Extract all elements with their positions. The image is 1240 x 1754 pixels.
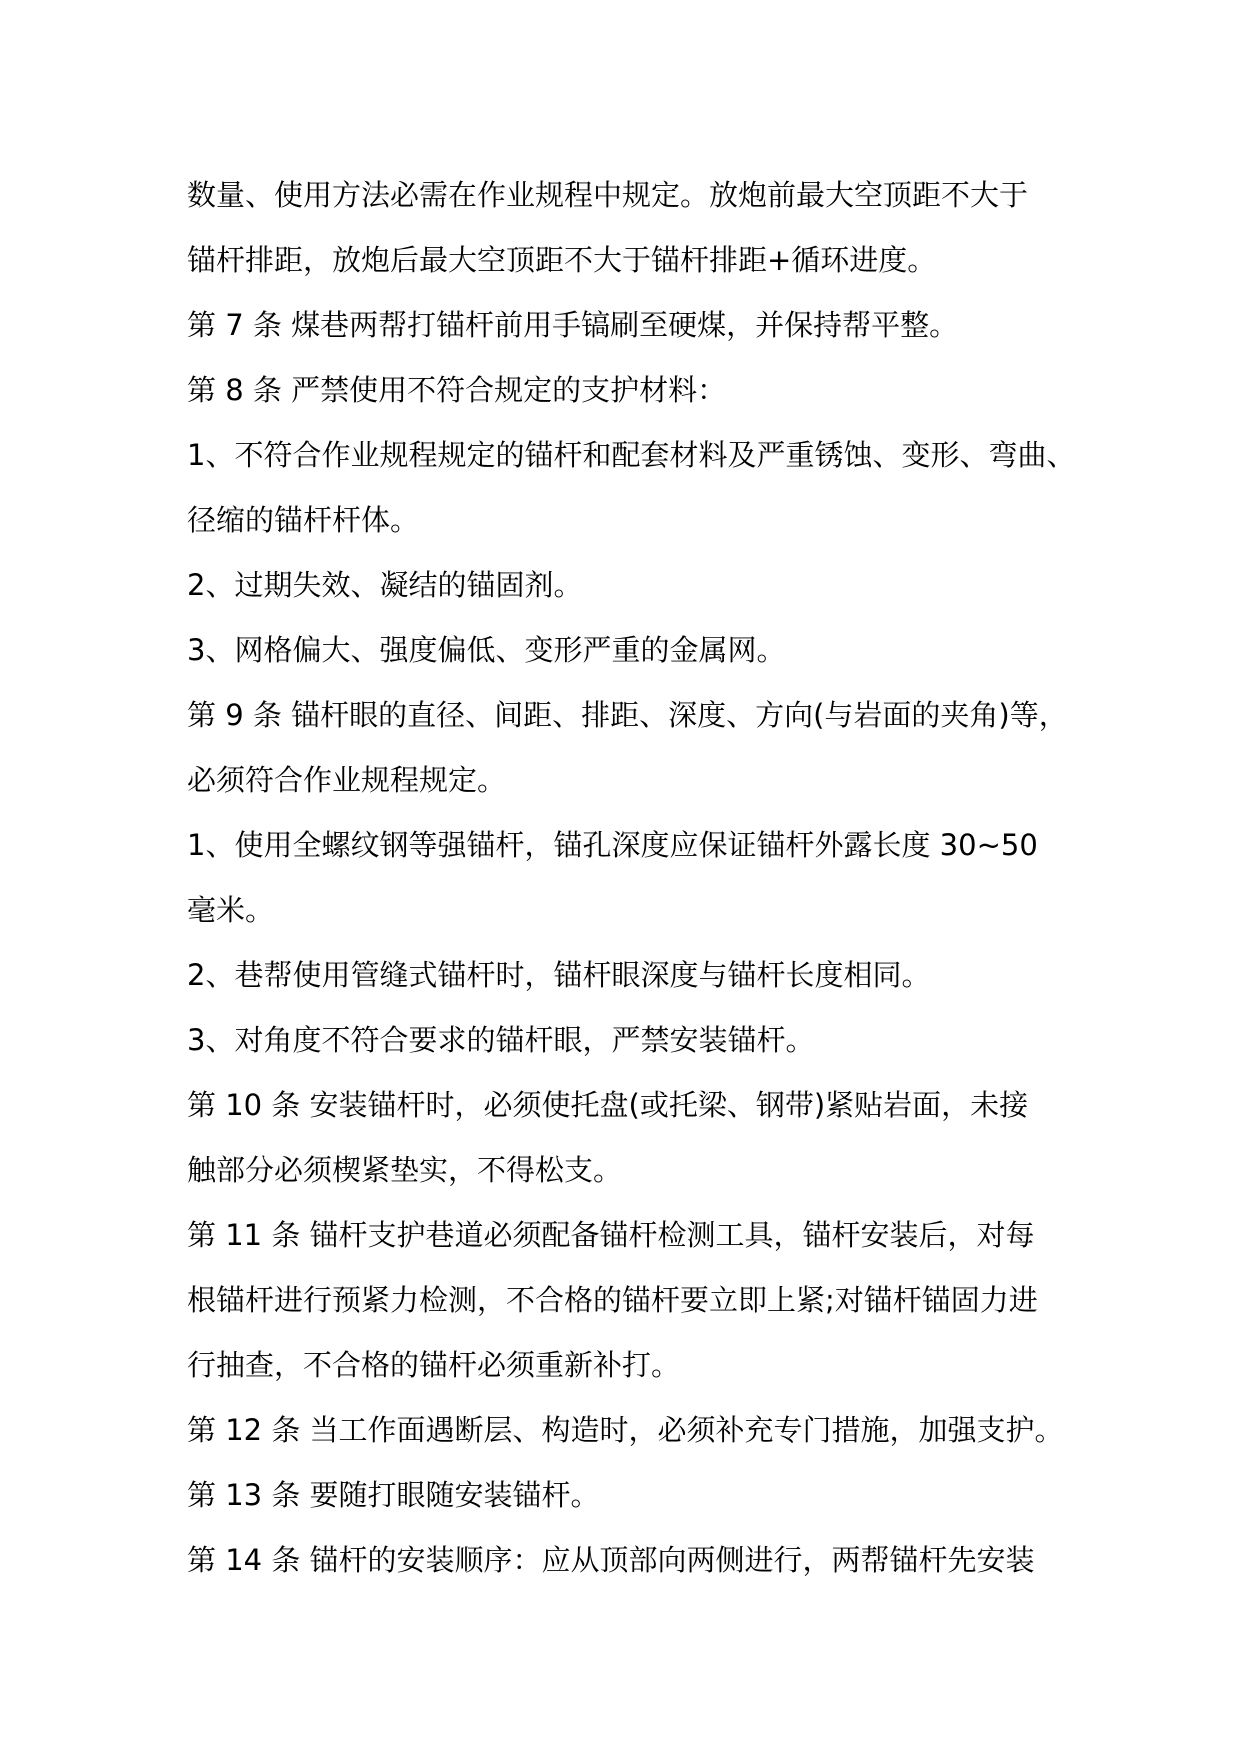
- text-line: 锚杆排距，放炮后最大空顶距不大于锚杆排距+循环进度。: [187, 243, 937, 277]
- text-line: 2、过期失效、凝结的锚固剂。: [187, 568, 583, 602]
- text-line: 第 10 条 安装锚杆时，必须使托盘(或托梁、钢带)紧贴岩面，未接: [187, 1088, 1029, 1122]
- text-line: 3、网格偏大、强度偏低、变形严重的金属网。: [187, 633, 786, 667]
- text-line: 第 11 条 锚杆支护巷道必须配备锚杆检测工具，锚杆安装后，对每: [187, 1218, 1035, 1252]
- text-line: 毫米。: [187, 893, 275, 927]
- text-line: 3、对角度不符合要求的锚杆眼，严禁安装锚杆。: [187, 1023, 815, 1057]
- text-line: 触部分必须楔紧垫实，不得松支。: [187, 1153, 623, 1187]
- text-line: 根锚杆进行预紧力检测，不合格的锚杆要立即上紧;对锚杆锚固力进: [187, 1283, 1038, 1317]
- text-line: 第 14 条 锚杆的安装顺序：应从顶部向两侧进行，两帮锚杆先安装: [187, 1543, 1035, 1577]
- text-line: 第 13 条 要随打眼随安装锚杆。: [187, 1478, 600, 1512]
- text-line: 必须符合作业规程规定。: [187, 763, 507, 797]
- text-line: 数量、使用方法必需在作业规程中规定。放炮前最大空顶距不大于: [187, 178, 1029, 212]
- text-line: 第 9 条 锚杆眼的直径、间距、排距、深度、方向(与岩面的夹角)等，: [187, 698, 1068, 732]
- text-line: 第 7 条 煤巷两帮打锚杆前用手镐刷至硬煤，并保持帮平整。: [187, 308, 959, 342]
- text-line: 第 12 条 当工作面遇断层、构造时，必须补充专门措施，加强支护。: [187, 1413, 1064, 1447]
- text-line: 1、不符合作业规程规定的锚杆和配套材料及严重锈蚀、变形、弯曲、: [187, 438, 1076, 472]
- document-body: [187, 163, 1087, 1593]
- text-line: 1、使用全螺纹钢等强锚杆，锚孔深度应保证锚杆外露长度 30~50: [187, 828, 1038, 862]
- text-line: 2、巷帮使用管缝式锚杆时，锚杆眼深度与锚杆长度相同。: [187, 958, 931, 992]
- text-line: 第 8 条 严禁使用不符合规定的支护材料：: [187, 373, 727, 407]
- text-line: 径缩的锚杆杆体。: [187, 503, 420, 537]
- text-line: 行抽查，不合格的锚杆必须重新补打。: [187, 1348, 681, 1382]
